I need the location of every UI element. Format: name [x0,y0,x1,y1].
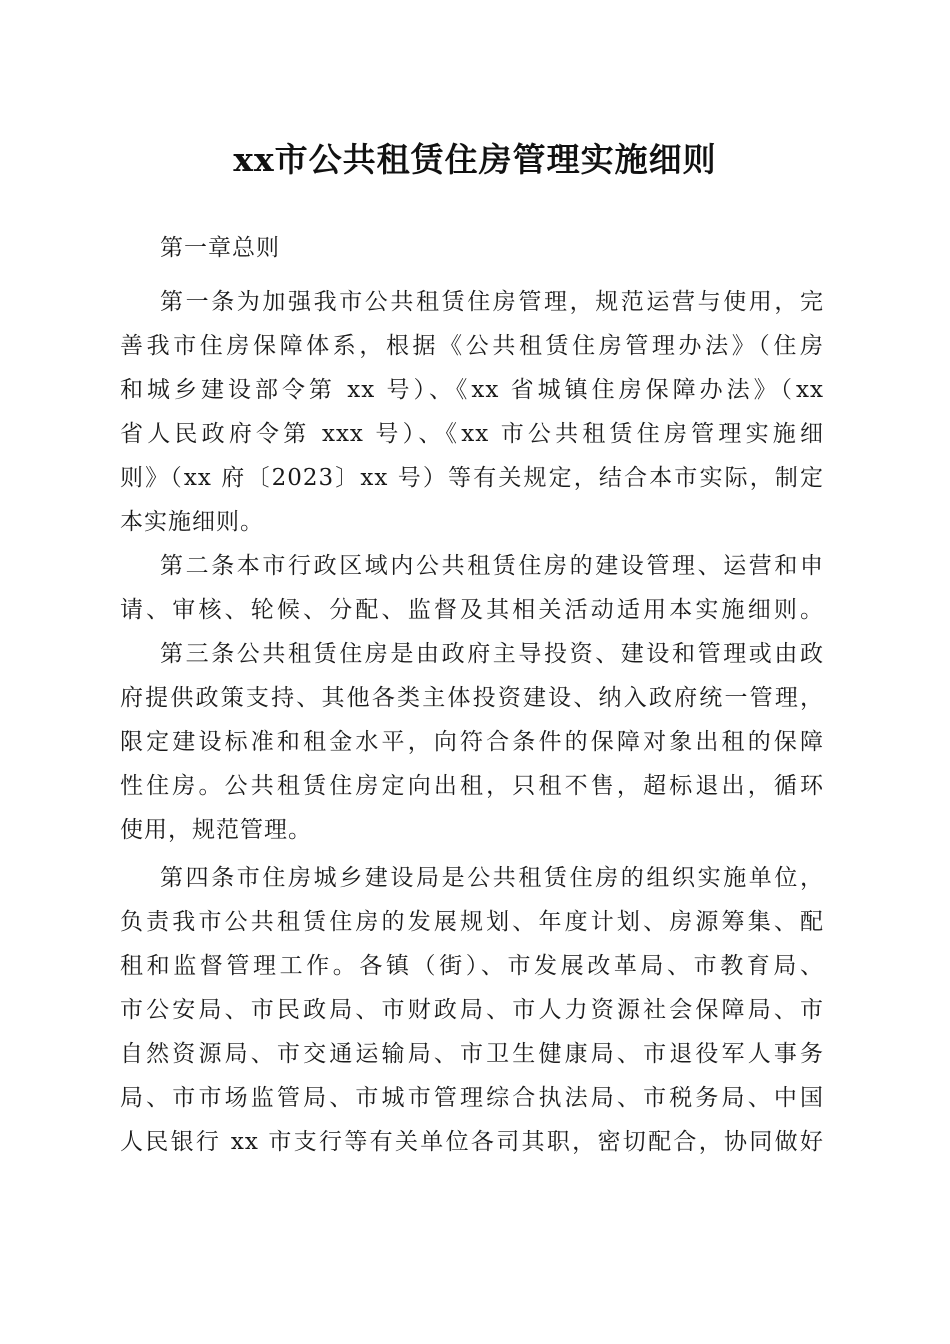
paragraph-line: 善我市住房保障体系，根据《公共租赁住房管理办法》（住房 [120,333,824,359]
paragraph-line: 自然资源局、市交通运输局、市卫生健康局、市退役军人事务 [120,1041,824,1067]
paragraph-line: 和城乡建设部令第 xx 号）、《xx 省城镇住房保障办法》（xx [120,377,824,403]
paragraph-line: 第三条公共租赁住房是由政府主导投资、建设和管理或由政 [160,641,824,667]
paragraph-line: 第四条市住房城乡建设局是公共租赁住房的组织实施单位， [160,865,824,891]
paragraph-line: 请、审核、轮候、分配、监督及其相关活动适用本实施细则。 [120,597,824,623]
paragraph-line: 则》（xx 府〔2023〕xx 号）等有关规定，结合本市实际，制定 [120,465,824,491]
paragraph-line: 租和监督管理工作。各镇（街）、市发展改革局、市教育局、 [120,953,824,979]
paragraph-line: 限定建设标准和租金水平，向符合条件的保障对象出租的保障 [120,729,824,755]
paragraph-line: 省人民政府令第 xxx 号）、《xx 市公共租赁住房管理实施细 [120,421,824,447]
paragraph-line: 第一条为加强我市公共租赁住房管理，规范运营与使用，完 [160,289,824,315]
paragraph-line: 第二条本市行政区域内公共租赁住房的建设管理、运营和申 [160,553,824,579]
paragraph-line: 局、市市场监管局、市城市管理综合执法局、市税务局、中国 [120,1085,824,1111]
chapter-heading: 第一章总则 [160,235,280,261]
paragraph-line: 使用，规范管理。 [120,817,312,843]
paragraph-line: 负责我市公共租赁住房的发展规划、年度计划、房源筹集、配 [120,909,824,935]
paragraph-line: 本实施细则。 [120,509,264,535]
paragraph-line: 人民银行 xx 市支行等有关单位各司其职，密切配合，协同做好 [120,1129,824,1155]
paragraph-line: 市公安局、市民政局、市财政局、市人力资源社会保障局、市 [120,997,824,1023]
paragraph-line: 府提供政策支持、其他各类主体投资建设、纳入政府统一管理， [120,685,824,711]
document-title: xx市公共租赁住房管理实施细则 [233,140,717,179]
paragraph-line: 性住房。公共租赁住房定向出租，只租不售，超标退出，循环 [120,773,824,799]
